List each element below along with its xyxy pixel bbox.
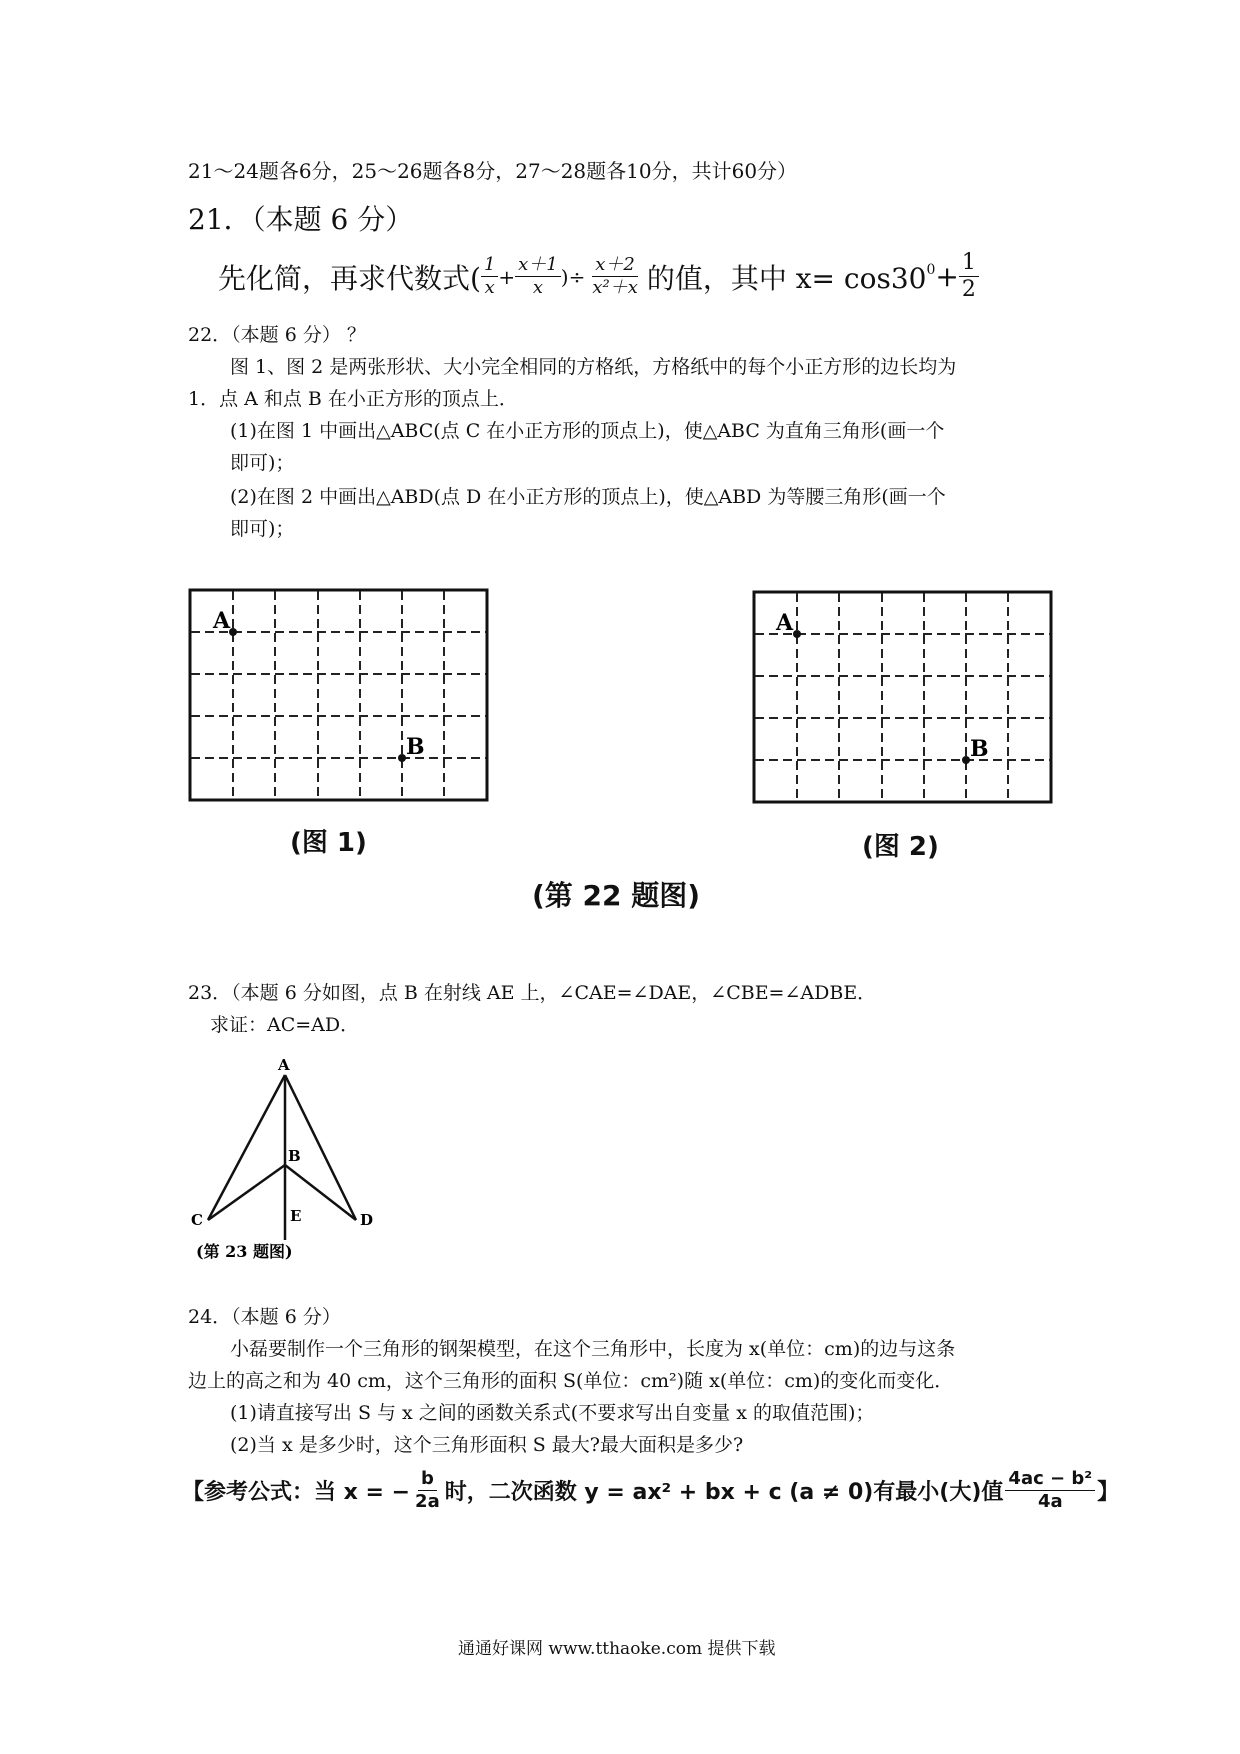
q22-part-2a: (2)在图 2 中画出△ABD(点 D 在小正方形的顶点上)，使△ABD 为等腰三角形(画一个 (230, 486, 946, 508)
formula-f1-num: b (418, 1470, 437, 1491)
q21-f1-num: 1 (481, 256, 498, 277)
grid-1-point-a (229, 628, 237, 636)
q22-part-1b: 即可)； (230, 452, 295, 474)
grid-2-lines (754, 592, 1051, 802)
q21-f1-den: x (484, 277, 495, 298)
q24-part-2: (2)当 x 是多少时，这个三角形面积 S 最大?最大面积是多少? (230, 1434, 744, 1456)
q22-line-2: 1．点 A 和点 B 在小正方形的顶点上． (188, 388, 518, 410)
q22-grid-figure-1 (188, 588, 493, 806)
q21-text-before: 先化简，再求代数式( (218, 261, 481, 295)
score-summary-line: 21～24题各6分，25～26题各8分，27～28题各10分，共计60分） (188, 159, 798, 183)
q21-plus-2: + (935, 260, 959, 293)
q21-degree: 0 (926, 261, 936, 278)
q21-text-mid: 的值，其中 x= cos30 (646, 261, 927, 295)
q22-figure-caption: (第 22 题图) (532, 879, 701, 912)
grid-1-lines (190, 590, 487, 800)
formula-fraction-2 (1005, 1470, 1095, 1511)
q21-fraction-1 (481, 256, 498, 297)
q24-title: 24．（本题 6 分） (188, 1306, 341, 1328)
q24-reference-formula (182, 1470, 1119, 1511)
q23-label-e: E (290, 1207, 302, 1225)
q22-part-2b: 即可)； (230, 518, 295, 540)
grid-2-point-b (962, 756, 970, 764)
formula-fraction-1 (412, 1470, 443, 1511)
q23-lines (208, 1075, 356, 1240)
q22-fig1-caption: (图 1) (290, 828, 367, 858)
q24-line-2: 边上的高之和为 40 cm，这个三角形的面积 S(单位：cm²)随 x(单位：cm)的变化而变化． (188, 1370, 954, 1392)
q21-f3-den: x²＋x (592, 277, 638, 298)
q21-expression (218, 252, 979, 301)
formula-part-c: 】 (1097, 1480, 1120, 1505)
q21-div: )÷ (560, 264, 586, 289)
q21-fraction-2 (515, 256, 561, 297)
q24-part-1: (1)请直接写出 S 与 x 之间的函数关系式(不要求写出自变量 x 的取值范围)； (230, 1402, 875, 1424)
q22-line-1: 图 1、图 2 是两张形状、大小完全相同的方格纸，方格纸中的每个小正方形的边长均为 (230, 356, 957, 378)
formula-f1-den: 2a (415, 1491, 440, 1512)
q21-fraction-4 (959, 252, 979, 301)
grid-1-label-a: A (213, 608, 231, 634)
page-footer: 通通好课网 www.tthaoke.com 提供下载 (458, 1639, 776, 1659)
q23-figure (188, 1055, 388, 1265)
q23-line-2: 求证：AC=AD． (210, 1014, 360, 1036)
formula-part-a: 【参考公式：当 x = − (182, 1480, 411, 1505)
q21-f3-num: x＋2 (592, 256, 638, 277)
q23-figure-caption: (第 23 题图) (196, 1242, 293, 1261)
q22-fig2-caption: (图 2) (862, 832, 939, 862)
grid-2-label-a: A (776, 610, 794, 636)
grid-2-point-a (793, 630, 801, 638)
q24-line-1: 小磊要制作一个三角形的钢架模型，在这个三角形中，长度为 x(单位：cm)的边与这条 (230, 1338, 956, 1360)
grid-1-point-b (398, 754, 406, 762)
q21-f2-num: x＋1 (515, 256, 561, 277)
q21-fraction-3 (589, 256, 641, 297)
q22-grid-figure-2 (752, 590, 1057, 808)
q23-label-c: C (191, 1211, 203, 1229)
q22-title: 22．（本题 6 分） ？ (188, 324, 366, 346)
formula-f2-num: 4ac − b² (1005, 1470, 1095, 1491)
formula-part-b: 时，二次函数 y = ax² + bx + c (a ≠ 0)有最小(大)值 (444, 1480, 1004, 1505)
grid-2-label-b: B (970, 736, 989, 762)
q21-f4-num: 1 (959, 252, 979, 277)
formula-f2-den: 4a (1037, 1491, 1063, 1512)
q23-label-b: B (288, 1147, 301, 1165)
grid-1-label-b: B (406, 734, 425, 760)
q21-plus: + (498, 264, 516, 289)
q23-label-d: D (360, 1211, 374, 1229)
q22-part-1a: (1)在图 1 中画出△ABC(点 C 在小正方形的顶点上)，使△ABC 为直角三角形(画一个 (230, 420, 945, 442)
q23-line-1: 23．（本题 6 分如图，点 B 在射线 AE 上，∠CAE=∠DAE，∠CBE=∠ADBE． (188, 982, 877, 1004)
q21-f4-den: 2 (961, 277, 976, 302)
q23-label-a: A (278, 1056, 290, 1074)
q21-title: 21．（本题 6 分） (188, 203, 414, 236)
q21-f2-den: x (532, 277, 544, 298)
